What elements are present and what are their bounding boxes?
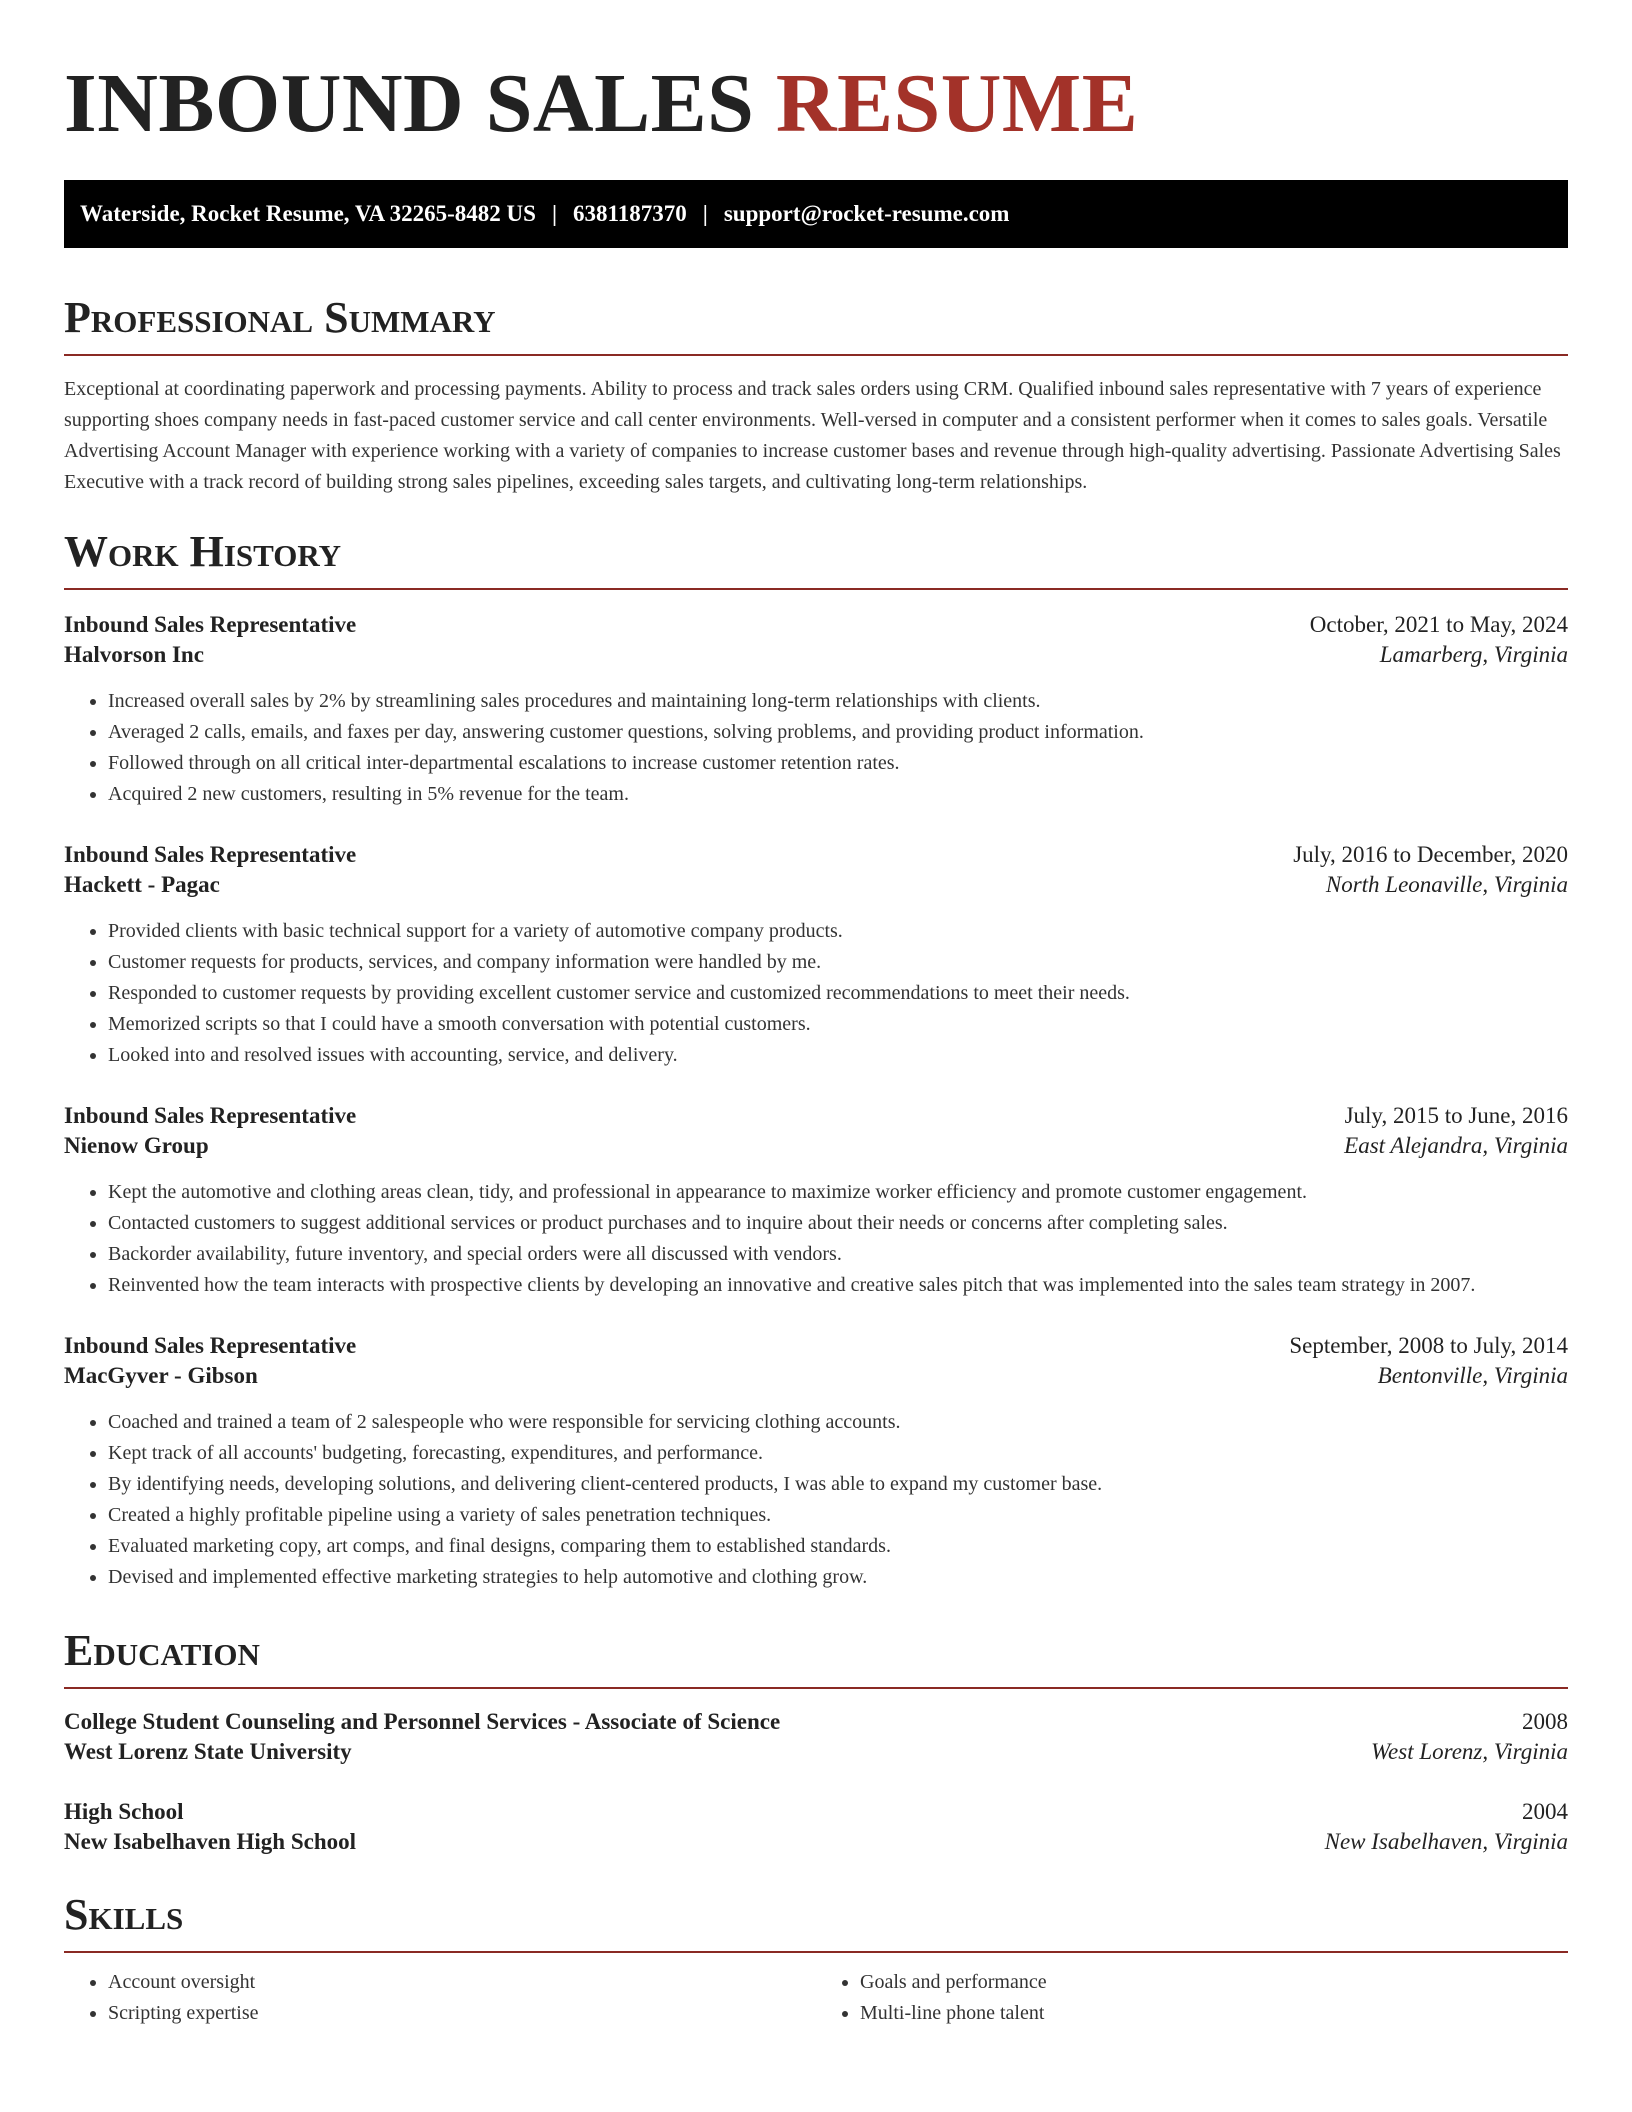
job-title: Inbound Sales Representative (64, 612, 357, 637)
contact-separator: | (702, 201, 708, 226)
job-location: Bentonville, Virginia (1377, 1363, 1568, 1388)
job-entry (64, 1333, 1568, 1593)
job-company-row (64, 1133, 1568, 1159)
list-item: • Provided clients with basic technical support for a variety of automotive company products. (108, 916, 1568, 947)
education-section (64, 1625, 1568, 1855)
job-company-row (64, 1363, 1568, 1389)
education-location: West Lorenz, Virginia (1370, 1739, 1568, 1764)
list-item: • Averaged 2 calls, emails, and faxes per day, answering customer questions, solving problems, and providing product information. (108, 717, 1568, 748)
contact-separator: | (551, 201, 558, 226)
job-location: Lamarberg, Virginia (1379, 642, 1568, 667)
list-item: • Scripting expertise (108, 1998, 816, 2029)
list-item: • Increased overall sales by 2% by streamlining sales procedures and maintaining long-term relationships with clients. (108, 686, 1568, 717)
job-entry (64, 612, 1568, 810)
job-dates: July, 2015 to June, 2016 (1344, 1103, 1568, 1128)
skills-columns (64, 1967, 1568, 2029)
list-item: • Kept track of all accounts' budgeting, forecasting, expenditures, and performance. (108, 1438, 1568, 1469)
job-entry (64, 1103, 1568, 1301)
job-location: North Leonaville, Virginia (1325, 872, 1568, 897)
contact-phone[interactable]: 6381187370 (573, 201, 687, 226)
education-heading: Education (64, 1625, 1568, 1689)
list-item: • Memorized scripts so that I could have a smooth conversation with potential customers. (108, 1009, 1568, 1040)
contact-email[interactable]: support@rocket-resume.com (723, 201, 1010, 226)
skills-column-1 (64, 1967, 816, 2029)
job-title: Inbound Sales Representative (64, 1103, 357, 1128)
job-company-row (64, 642, 1568, 668)
job-company: Nienow Group (64, 1133, 209, 1158)
job-location: East Alejandra, Virginia (1344, 1133, 1568, 1158)
title-part-1: INBOUND SALES (64, 57, 755, 150)
education-degree: High School (64, 1799, 184, 1824)
list-item: • Created a highly profitable pipeline using a variety of sales penetration techniques. (108, 1500, 1568, 1531)
skills-column-2 (816, 1967, 1568, 2029)
contact-address: Waterside, Rocket Resume, VA 32265-8482 US (80, 201, 536, 226)
work-history-heading: Work History (64, 526, 1568, 590)
education-degree-row (64, 1709, 1568, 1735)
skills-heading: Skills (64, 1889, 1568, 1953)
job-title: Inbound Sales Representative (64, 842, 357, 867)
list-item: • Coached and trained a team of 2 salespeople who were responsible for servicing clothing accounts. (108, 1407, 1568, 1438)
job-company: MacGyver - Gibson (64, 1363, 258, 1388)
list-item: • Looked into and resolved issues with accounting, service, and delivery. (108, 1040, 1568, 1071)
education-degree-row (64, 1799, 1568, 1825)
summary-text: Exceptional at coordinating paperwork and processing payments. Ability to process and track sales orders using CRM. Qualified inbound sales representative with 7 years of experience supporting shoes company needs in fast-paced customer service and call center environments. Well-versed in computer and a consistent performer when it comes to sales goals. Versatile Advertising Account Manager with experience working with a variety of companies to increase customer bases and revenue through high-quality advertising. Passionate Advertising Sales Executive with a track record of building strong sales pipelines, exceeding sales targets, and cultivating long-term relationships. (64, 378, 1561, 493)
list-item: • Kept the automotive and clothing areas clean, tidy, and professional in appearance to maximize worker efficiency and promote customer engagement. (108, 1177, 1568, 1208)
job-bullets (64, 916, 1568, 1071)
education-school: New Isabelhaven High School (64, 1829, 357, 1854)
list-item: • Goals and performance (860, 1967, 1568, 1998)
job-dates: October, 2021 to May, 2024 (1309, 612, 1568, 637)
education-school: West Lorenz State University (64, 1739, 352, 1764)
job-title: Inbound Sales Representative (64, 1333, 357, 1358)
job-company: Halvorson Inc (64, 642, 204, 667)
title-part-2: RESUME (775, 57, 1139, 150)
work-history-section (64, 526, 1568, 1593)
list-item: • Reinvented how the team interacts with prospective clients by developing an innovative and creative sales pitch that was implemented into the sales team strategy in 2007. (108, 1270, 1568, 1301)
job-title-row (64, 612, 1568, 638)
list-item: • Followed through on all critical inter-departmental escalations to increase customer retention rates. (108, 748, 1568, 779)
job-company: Hackett - Pagac (64, 872, 220, 897)
list-item: • Customer requests for products, services, and company information were handled by me. (108, 947, 1568, 978)
list-item: • Contacted customers to suggest additional services or product purchases and to inquire about their needs or concerns after completing sales. (108, 1208, 1568, 1239)
education-degree: College Student Counseling and Personnel Services - Associate of Science (64, 1709, 781, 1734)
skills-section (64, 1889, 1568, 2029)
education-school-row (64, 1829, 1568, 1855)
list-item: • Responded to customer requests by providing excellent customer service and customized recommendations to meet their needs. (108, 978, 1568, 1009)
job-bullets (64, 1177, 1568, 1301)
list-item: • Devised and implemented effective marketing strategies to help automotive and clothing grow. (108, 1562, 1568, 1593)
education-entry (64, 1709, 1568, 1765)
list-item: • Acquired 2 new customers, resulting in 5% revenue for the team. (108, 779, 1568, 810)
contact-bar (64, 180, 1568, 248)
resume-title (64, 56, 1568, 152)
education-entry (64, 1799, 1568, 1855)
list-item: • Evaluated marketing copy, art comps, and final designs, comparing them to established standards. (108, 1531, 1568, 1562)
summary-heading: Professional Summary (64, 292, 1568, 356)
education-location: New Isabelhaven, Virginia (1324, 1829, 1568, 1854)
job-title-row (64, 842, 1568, 868)
job-dates: July, 2016 to December, 2020 (1293, 842, 1568, 867)
job-entry (64, 842, 1568, 1071)
list-item: • Multi-line phone talent (860, 1998, 1568, 2029)
job-title-row (64, 1103, 1568, 1129)
education-year: 2008 (1522, 1709, 1568, 1734)
summary-section (64, 292, 1568, 498)
education-year: 2004 (1522, 1799, 1568, 1824)
list-item: • By identifying needs, developing solutions, and delivering client-centered products, I was able to expand my customer base. (108, 1469, 1568, 1500)
education-school-row (64, 1739, 1568, 1765)
job-bullets (64, 686, 1568, 810)
list-item: • Backorder availability, future inventory, and special orders were all discussed with vendors. (108, 1239, 1568, 1270)
job-title-row (64, 1333, 1568, 1359)
job-company-row (64, 872, 1568, 898)
list-item: • Account oversight (108, 1967, 816, 1998)
job-bullets (64, 1407, 1568, 1593)
job-dates: September, 2008 to July, 2014 (1289, 1333, 1568, 1358)
